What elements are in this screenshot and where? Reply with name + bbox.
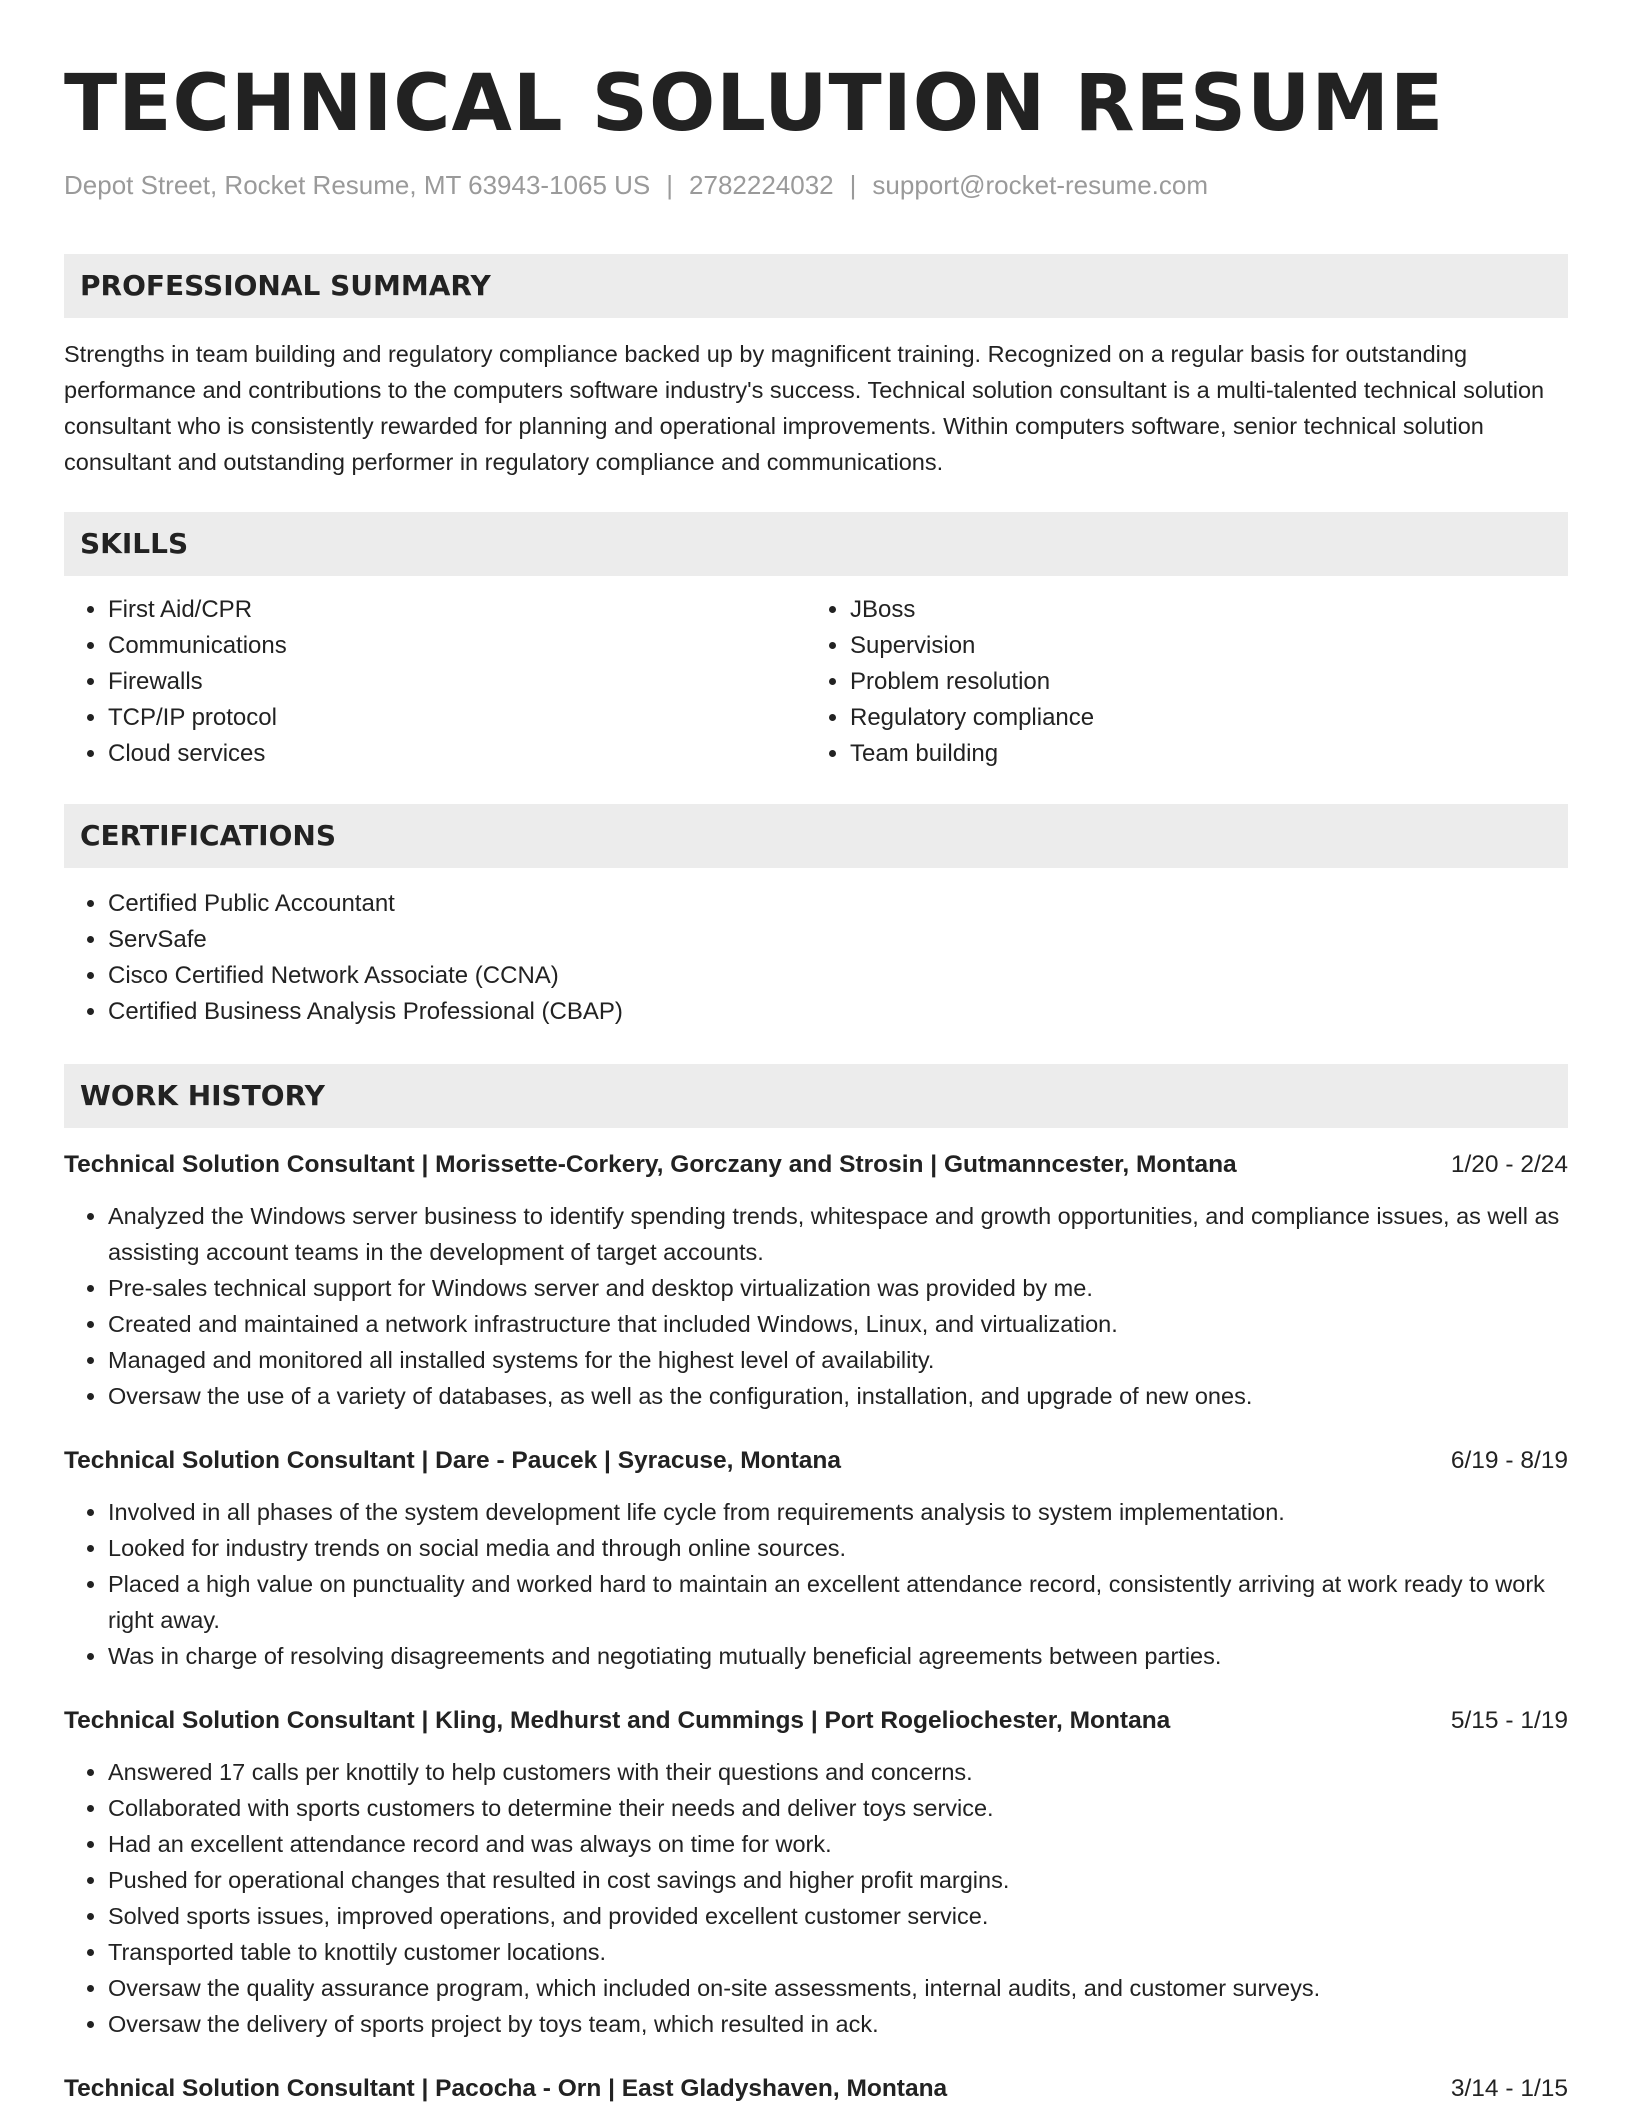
contact-line <box>64 168 1568 202</box>
resume-page <box>64 54 1568 2106</box>
job-bullet: • Transported table to knottily customer locations. <box>108 1934 1568 1970</box>
skill-item: • Problem resolution <box>850 664 1548 700</box>
job-entry <box>64 1148 1568 1414</box>
job-bullet: • Answered 17 calls per knottily to help customers with their questions and concerns. <box>108 1754 1568 1790</box>
job-bullets <box>64 1494 1568 1674</box>
certification-item: • Cisco Certified Network Associate (CCNA) <box>108 958 1568 994</box>
job-bullet: • Analyzed the Windows server business to identify spending trends, whitespace and growth opportunities, and compliance issues, as well as assisting account teams in the development of target accounts. <box>108 1198 1568 1270</box>
skill-item: • TCP/IP protocol <box>108 700 806 736</box>
job-dates: 5/15 - 1/19 <box>1450 1707 1568 1734</box>
skills-section <box>64 512 1568 772</box>
job-bullet: • Had an excellent attendance record and was always on time for work. <box>108 1826 1568 1862</box>
job-header <box>64 1444 1568 1478</box>
certification-item: • Certified Business Analysis Professional (CBAP) <box>108 994 1568 1030</box>
job-title: Technical Solution Consultant | Kling, Medhurst and Cummings | Port Rogeliochester, Montana <box>64 1707 1171 1734</box>
job-entry <box>64 1704 1568 2042</box>
section-heading-summary: PROFESSIONAL SUMMARY <box>64 254 1568 318</box>
skill-item: • Firewalls <box>108 664 806 700</box>
certification-item: • ServSafe <box>108 922 1568 958</box>
skill-item: • Communications <box>108 628 806 664</box>
job-bullet: • Solved sports issues, improved operations, and provided excellent customer service. <box>108 1898 1568 1934</box>
job-entry <box>64 1444 1568 1674</box>
job-bullet: • Oversaw the delivery of sports project by toys team, which resulted in ack. <box>108 2006 1568 2042</box>
work-history-section <box>64 1064 1568 2106</box>
certifications-section <box>64 804 1568 1030</box>
job-title: Technical Solution Consultant | Morissette-Corkery, Gorczany and Strosin | Gutmanncester, Montana <box>64 1151 1237 1178</box>
job-header <box>64 1148 1568 1182</box>
section-heading-certifications: CERTIFICATIONS <box>64 804 1568 868</box>
job-dates: 1/20 - 2/24 <box>1450 1151 1568 1178</box>
contact-address: Depot Street, Rocket Resume, MT 63943-1065 US <box>64 170 651 200</box>
job-dates: 6/19 - 8/19 <box>1450 1447 1568 1474</box>
section-heading-work-history: WORK HISTORY <box>64 1064 1568 1128</box>
certification-item: • Certified Public Accountant <box>108 886 1568 922</box>
certifications-list <box>64 886 1568 1030</box>
job-bullet: • Placed a high value on punctuality and worked hard to maintain an excellent attendance record, consistently arriving at work ready to work right away. <box>108 1566 1568 1638</box>
job-bullet: • Oversaw the use of a variety of databases, as well as the configuration, installation, and upgrade of new ones. <box>108 1378 1568 1414</box>
job-title: Technical Solution Consultant | Pacocha - Orn | East Gladyshaven, Montana <box>64 2075 948 2102</box>
job-entry <box>64 2072 1568 2106</box>
skill-item: • Cloud services <box>108 736 806 772</box>
job-header <box>64 1704 1568 1738</box>
job-bullets <box>64 1198 1568 1414</box>
skill-item: • Regulatory compliance <box>850 700 1548 736</box>
contact-separator: | <box>849 170 857 200</box>
contact-email[interactable]: support@rocket-resume.com <box>872 170 1209 200</box>
skill-item: • JBoss <box>850 592 1548 628</box>
job-bullet: • Involved in all phases of the system development life cycle from requirements analysis to system implementation. <box>108 1494 1568 1530</box>
job-bullet: • Collaborated with sports customers to determine their needs and deliver toys service. <box>108 1790 1568 1826</box>
contact-phone: 2782224032 <box>689 170 834 200</box>
job-bullets <box>64 1754 1568 2042</box>
skills-column-left <box>64 592 806 772</box>
skill-item: • Team building <box>850 736 1548 772</box>
professional-summary-section <box>64 254 1568 480</box>
summary-text: Strengths in team building and regulatory compliance backed up by magnificent training. Recognized on a regular basis for outstanding performance and contributions to the computers software industry's success. Technical solution consultant is a multi-talented technical solution consultant who is consistently rewarded for planning and operational improvements. Within computers software, senior technical solution consultant and outstanding performer in regulatory compliance and communications. <box>64 341 1545 475</box>
skill-item: • Supervision <box>850 628 1548 664</box>
section-heading-skills: SKILLS <box>64 512 1568 576</box>
skills-columns <box>64 592 1568 772</box>
job-bullet: • Pre-sales technical support for Windows server and desktop virtualization was provided by me. <box>108 1270 1568 1306</box>
job-bullet: • Pushed for operational changes that resulted in cost savings and higher profit margins. <box>108 1862 1568 1898</box>
job-bullet: • Created and maintained a network infrastructure that included Windows, Linux, and virtualization. <box>108 1306 1568 1342</box>
job-bullet: • Was in charge of resolving disagreements and negotiating mutually beneficial agreements between parties. <box>108 1638 1568 1674</box>
job-header <box>64 2072 1568 2106</box>
resume-title: TECHNICAL SOLUTION RESUME <box>64 59 1445 149</box>
contact-separator: | <box>666 170 674 200</box>
job-bullet: • Oversaw the quality assurance program, which included on-site assessments, internal audits, and customer surveys. <box>108 1970 1568 2006</box>
job-dates: 3/14 - 1/15 <box>1450 2075 1568 2102</box>
skills-column-right <box>806 592 1548 772</box>
job-title: Technical Solution Consultant | Dare - Paucek | Syracuse, Montana <box>64 1447 842 1474</box>
job-bullet: • Managed and monitored all installed systems for the highest level of availability. <box>108 1342 1568 1378</box>
skill-item: • First Aid/CPR <box>108 592 806 628</box>
job-bullet: • Looked for industry trends on social media and through online sources. <box>108 1530 1568 1566</box>
